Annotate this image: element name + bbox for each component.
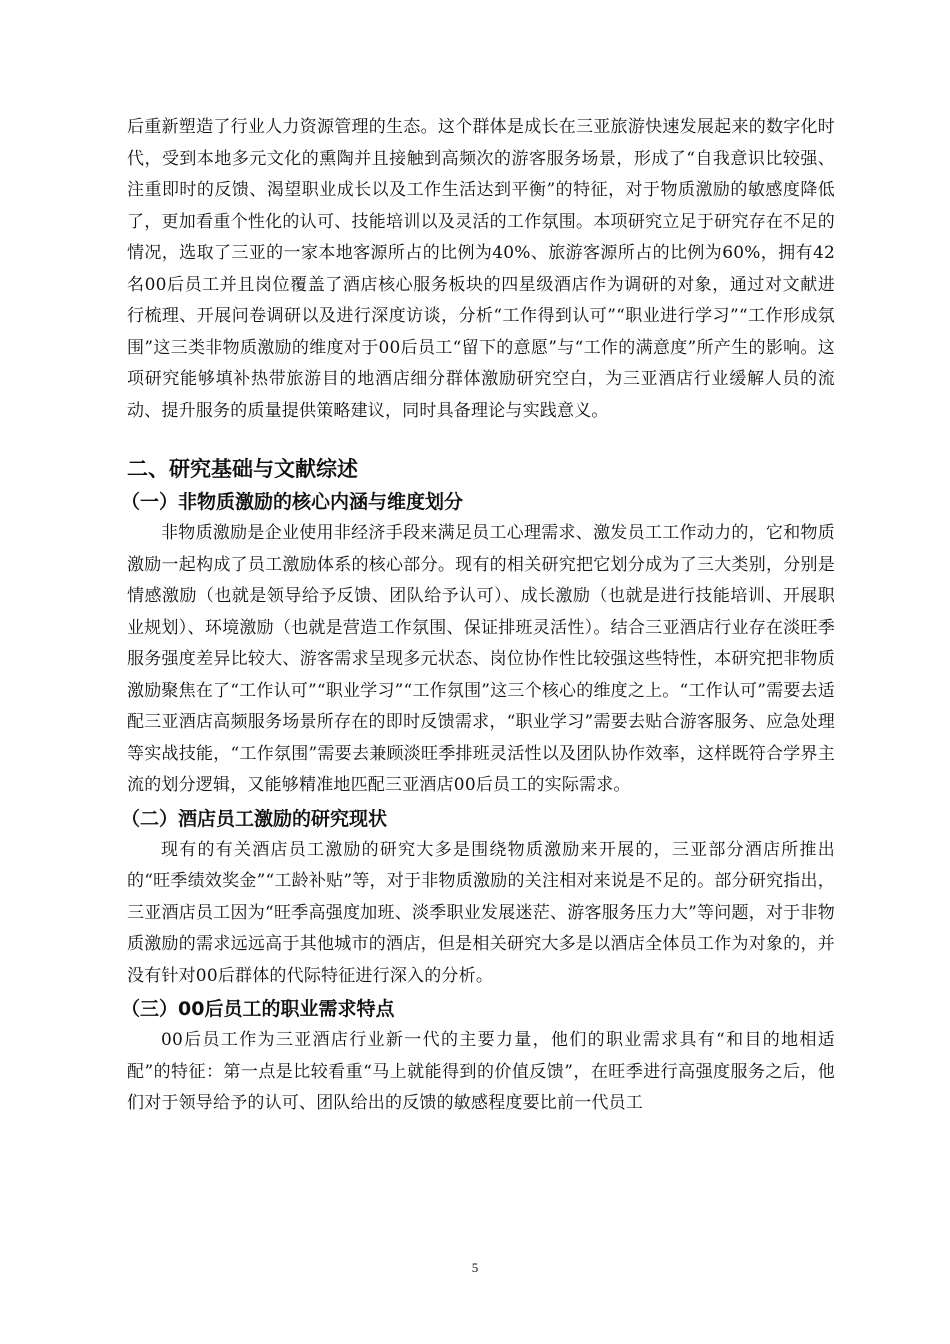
subsection-2-title: （二）酒店员工激励的研究现状 <box>121 807 388 830</box>
subsection-2-paragraph: 现有的有关酒店员工激励的研究大多是围绕物质激励来开展的，三亚部分酒店所推出的“旺季绩效奖金”“工龄补贴”等，对于非物质激励的关注相对来说是不足的。部分研究指出，三亚酒店员工因为“旺季高强度加班、淡季职业发展迷茫、游客服务压力大”等问题，对于非物质激励的需求远远高于其他城市的酒店，但是相关研究大多是以酒店全体员工作为对象的，并没有针对00后群体的代际特征进行深入的分析。 <box>127 839 835 986</box>
subsection-1-paragraph: 非物质激励是企业使用非经济手段来满足员工心理需求、激发员工工作动力的，它和物质激励一起构成了员工激励体系的核心部分。现有的相关研究把它划分成为了三大类别，分别是情感激励（也就是领导给予反馈、团队给予认可）、成长激励（也就是进行技能培训、开展职业规划）、环境激励（也就是营造工作氛围、保证排班灵活性）。结合三亚酒店行业存在淡旺季服务强度差异比较大、游客需求呈现多元状态、岗位协作性比较强这些特性，本研究把非物质激励聚焦在了“工作认可”“职业学习”“工作氛围”这三个核心的维度之上。“工作认可”需要去适配三亚酒店高频服务场景所存在的即时反馈需求，“职业学习”需要去贴合游客服务、应急处理等实战技能，“工作氛围”需要去兼顾淡旺季排班灵活性以及团队协作效率，这样既符合学界主流的划分逻辑，又能够精准地匹配三亚酒店00后员工的实际需求。 <box>127 523 835 795</box>
section-title: 二、研究基础与文献综述 <box>127 457 358 481</box>
subsection-3-paragraph: 00后员工作为三亚酒店行业新一代的主要力量，他们的职业需求具有“和目的地相适配”的特征：第一点是比较看重“马上就能得到的价值反馈”，在旺季进行高强度服务之后，他们对于领导给予的认可、团队给出的反馈的敏感程度要比前一代员工 <box>127 1030 835 1113</box>
page-number: 5 <box>471 1260 479 1275</box>
document-body <box>121 112 835 1120</box>
subsection-1-title: （一）非物质激励的核心内涵与维度划分 <box>121 491 464 513</box>
intro-paragraph: 后重新塑造了行业人力资源管理的生态。这个群体是成长在三亚旅游快速发展起来的数字化时代，受到本地多元文化的熏陶并且接触到高频次的游客服务场景，形成了“自我意识比较强、注重即时的反馈、渴望职业成长以及工作生活达到平衡”的特征，对于物质激励的敏感度降低了，更加看重个性化的认可、技能培训以及灵活的工作氛围。本项研究立足于研究存在不足的情况，选取了三亚的一家本地客源所占的比例为40%、旅游客源所占的比例为60%，拥有42名00后员工并且岗位覆盖了酒店核心服务板块的四星级酒店作为调研的对象，通过对文献进行梳理、开展问卷调研以及进行深度访谈，分析“工作得到认可”“职业进行学习”“工作形成氛围”这三类非物质激励的维度对于00后员工“留下的意愿”与“工作的满意度”所产生的影响。这项研究能够填补热带旅游目的地酒店细分群体激励研究空白，为三亚酒店行业缓解人员的流动、提升服务的质量提供策略建议，同时具备理论与实践意义。 <box>127 117 835 421</box>
subsection-3-title: （三）00后员工的职业需求特点 <box>121 998 395 1020</box>
